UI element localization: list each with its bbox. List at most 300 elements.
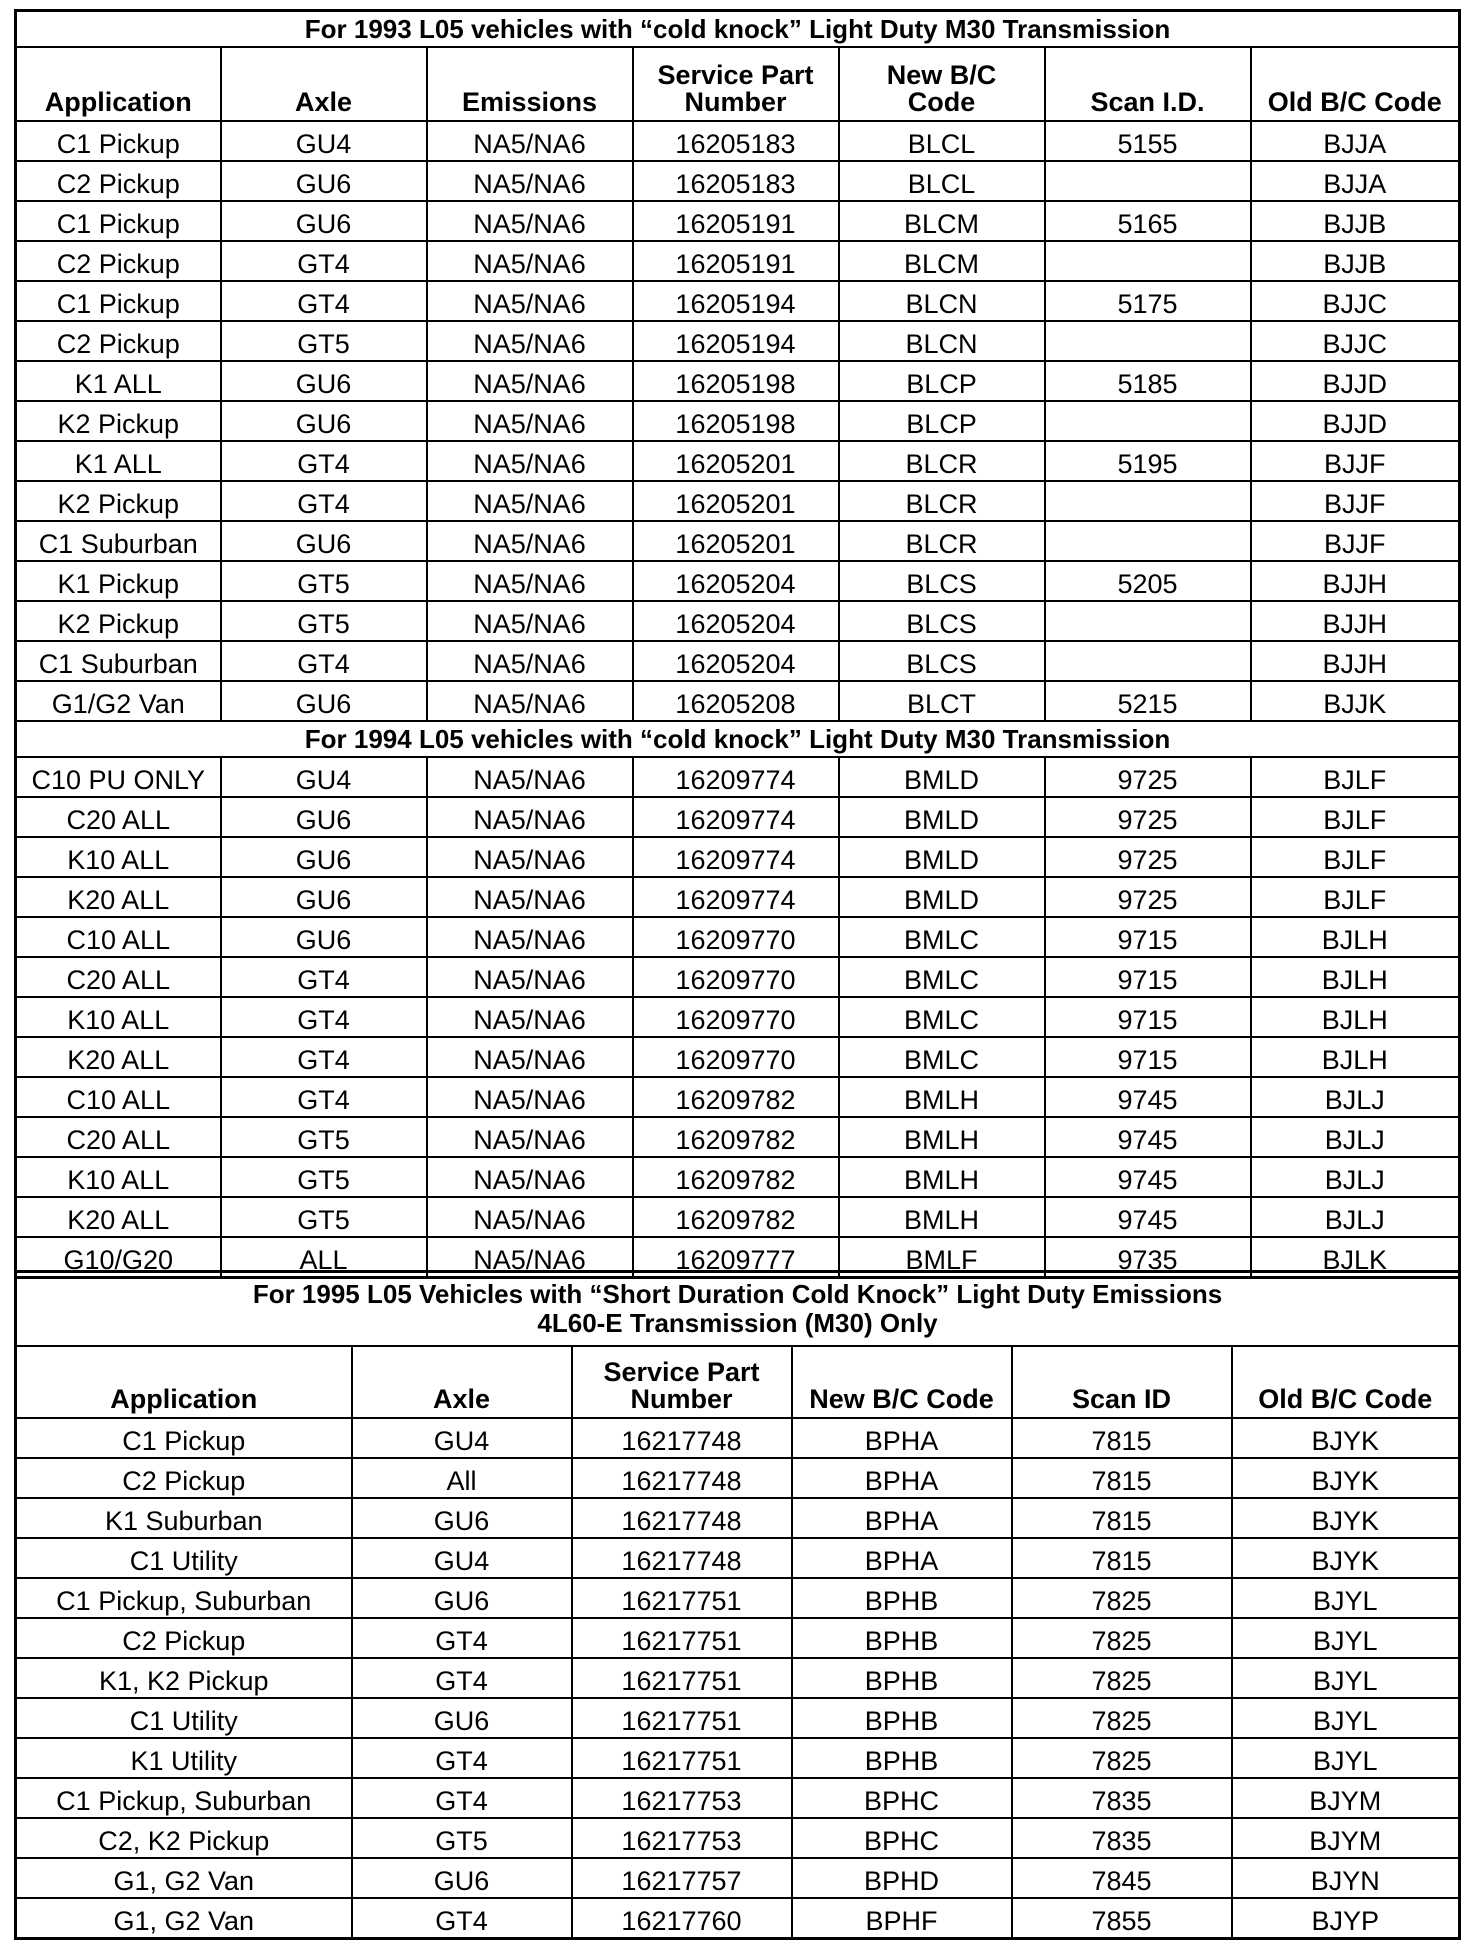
table-body-1993: [16, 121, 1460, 721]
cell-scan-id: 7815: [1012, 1458, 1232, 1498]
cell-axle: GU6: [221, 521, 427, 561]
cell-application: C2 Pickup: [16, 161, 221, 201]
cell-axle: GT5: [352, 1818, 572, 1858]
cell-application: C10 ALL: [16, 1077, 221, 1117]
cell-service-part-number: 16205183: [633, 121, 839, 161]
cell-application: K10 ALL: [16, 837, 221, 877]
cell-service-part-number: 16205201: [633, 441, 839, 481]
cell-emissions: NA5/NA6: [427, 1237, 633, 1278]
cell-emissions: NA5/NA6: [427, 797, 633, 837]
table-row: [16, 121, 1460, 161]
cell-scan-id: 7835: [1012, 1778, 1232, 1818]
cell-old-bc-code: BJJF: [1251, 441, 1460, 481]
cell-new-bc-code: BLCS: [839, 601, 1045, 641]
cell-service-part-number: 16217753: [572, 1818, 792, 1858]
cell-new-bc-code: BPHB: [792, 1658, 1012, 1698]
cell-old-bc-code: BJLF: [1251, 877, 1460, 917]
header-service-part-number: [633, 47, 839, 121]
cell-new-bc-code: BMLC: [839, 957, 1045, 997]
cell-emissions: NA5/NA6: [427, 957, 633, 997]
table-row: [16, 1458, 1460, 1498]
cell-old-bc-code: BJJH: [1251, 641, 1460, 681]
cell-application: K1 ALL: [16, 361, 221, 401]
cell-old-bc-code: BJYL: [1232, 1578, 1460, 1618]
cell-application: K1, K2 Pickup: [16, 1658, 352, 1698]
table-row: [16, 837, 1460, 877]
cell-old-bc-code: BJYP: [1232, 1898, 1460, 1939]
header-old-bc-code: Old B/C Code: [1232, 1346, 1460, 1418]
cell-application: C10 ALL: [16, 917, 221, 957]
cell-application: C2 Pickup: [16, 321, 221, 361]
cell-service-part-number: 16217748: [572, 1498, 792, 1538]
cell-scan-id: 9725: [1045, 837, 1251, 877]
cell-new-bc-code: BMLD: [839, 797, 1045, 837]
cell-application: C1 Pickup: [16, 281, 221, 321]
cell-application: K20 ALL: [16, 1037, 221, 1077]
cell-old-bc-code: BJLH: [1251, 1037, 1460, 1077]
cell-axle: GT4: [221, 441, 427, 481]
table-row: [16, 1738, 1460, 1778]
cell-scan-id: 9745: [1045, 1117, 1251, 1157]
cell-application: K1 Utility: [16, 1738, 352, 1778]
cell-axle: GT4: [352, 1658, 572, 1698]
cell-scan-id: [1045, 641, 1251, 681]
cell-service-part-number: 16209774: [633, 797, 839, 837]
cell-application: K2 Pickup: [16, 601, 221, 641]
table-row: [16, 641, 1460, 681]
cell-emissions: NA5/NA6: [427, 201, 633, 241]
cell-old-bc-code: BJJF: [1251, 521, 1460, 561]
cell-axle: GT5: [221, 1157, 427, 1197]
cell-scan-id: 7855: [1012, 1898, 1232, 1939]
cell-scan-id: 9745: [1045, 1157, 1251, 1197]
cell-service-part-number: 16205201: [633, 521, 839, 561]
cell-axle: ALL: [221, 1237, 427, 1278]
table-row: [16, 161, 1460, 201]
cell-emissions: NA5/NA6: [427, 757, 633, 797]
cell-new-bc-code: BPHB: [792, 1578, 1012, 1618]
header-emissions: Emissions: [427, 47, 633, 121]
header-new-bc-line1: New B/C: [886, 60, 997, 90]
cell-service-part-number: 16209782: [633, 1197, 839, 1237]
cell-new-bc-code: BMLH: [839, 1117, 1045, 1157]
cell-old-bc-code: BJJH: [1251, 561, 1460, 601]
cell-old-bc-code: BJJA: [1251, 161, 1460, 201]
cell-new-bc-code: BPHA: [792, 1498, 1012, 1538]
table-title-1994: For 1994 L05 vehicles with “cold knock” Light Duty M30 Transmission: [16, 721, 1460, 757]
cell-old-bc-code: BJYK: [1232, 1498, 1460, 1538]
cell-new-bc-code: BPHB: [792, 1698, 1012, 1738]
cell-service-part-number: 16209782: [633, 1157, 839, 1197]
cell-emissions: NA5/NA6: [427, 401, 633, 441]
table-row: [16, 1157, 1460, 1197]
cell-old-bc-code: BJLF: [1251, 837, 1460, 877]
cell-scan-id: 5205: [1045, 561, 1251, 601]
cell-old-bc-code: BJLJ: [1251, 1077, 1460, 1117]
cell-scan-id: [1045, 241, 1251, 281]
table-row: [16, 1618, 1460, 1658]
cell-application: C10 PU ONLY: [16, 757, 221, 797]
table-row: [16, 201, 1460, 241]
cell-application: G10/G20: [16, 1237, 221, 1278]
cell-service-part-number: 16209770: [633, 1037, 839, 1077]
cell-scan-id: 5155: [1045, 121, 1251, 161]
header-service-part-line2: Number: [630, 1384, 733, 1414]
cell-axle: GU6: [221, 201, 427, 241]
table-row: [16, 957, 1460, 997]
cell-axle: GT4: [352, 1738, 572, 1778]
cell-new-bc-code: BPHB: [792, 1738, 1012, 1778]
cell-new-bc-code: BPHC: [792, 1818, 1012, 1858]
cell-old-bc-code: BJLH: [1251, 997, 1460, 1037]
cell-service-part-number: 16217753: [572, 1778, 792, 1818]
cell-scan-id: 9715: [1045, 1037, 1251, 1077]
header-scan-id: Scan ID: [1012, 1346, 1232, 1418]
table-1995: [14, 1270, 1461, 1940]
cell-application: K1 ALL: [16, 441, 221, 481]
cell-old-bc-code: BJYM: [1232, 1778, 1460, 1818]
cell-axle: GU4: [221, 757, 427, 797]
table-row: [16, 561, 1460, 601]
cell-new-bc-code: BLCN: [839, 281, 1045, 321]
cell-application: C1 Pickup: [16, 201, 221, 241]
cell-emissions: NA5/NA6: [427, 877, 633, 917]
cell-new-bc-code: BLCT: [839, 681, 1045, 721]
cell-old-bc-code: BJLJ: [1251, 1197, 1460, 1237]
cell-axle: GT4: [221, 641, 427, 681]
cell-application: C2, K2 Pickup: [16, 1818, 352, 1858]
cell-emissions: NA5/NA6: [427, 1037, 633, 1077]
table-row: [16, 1418, 1460, 1458]
header-service-part-line1: Service Part: [657, 60, 814, 90]
cell-service-part-number: 16205183: [633, 161, 839, 201]
cell-old-bc-code: BJJC: [1251, 321, 1460, 361]
table-row: [16, 1698, 1460, 1738]
cell-scan-id: 9745: [1045, 1077, 1251, 1117]
cell-new-bc-code: BLCL: [839, 121, 1045, 161]
table-row: [16, 1498, 1460, 1538]
cell-scan-id: [1045, 521, 1251, 561]
cell-application: C2 Pickup: [16, 241, 221, 281]
header-new-bc-code: New B/C Code: [792, 1346, 1012, 1418]
cell-service-part-number: 16205191: [633, 241, 839, 281]
cell-service-part-number: 16209770: [633, 997, 839, 1037]
cell-service-part-number: 16217751: [572, 1738, 792, 1778]
cell-old-bc-code: BJJD: [1251, 361, 1460, 401]
cell-scan-id: [1045, 321, 1251, 361]
cell-emissions: NA5/NA6: [427, 997, 633, 1037]
cell-new-bc-code: BPHB: [792, 1618, 1012, 1658]
cell-old-bc-code: BJLH: [1251, 957, 1460, 997]
cell-emissions: NA5/NA6: [427, 917, 633, 957]
cell-old-bc-code: BJYK: [1232, 1458, 1460, 1498]
cell-application: K2 Pickup: [16, 401, 221, 441]
cell-emissions: NA5/NA6: [427, 601, 633, 641]
cell-scan-id: 9715: [1045, 997, 1251, 1037]
cell-axle: GU6: [352, 1858, 572, 1898]
cell-axle: GT4: [221, 281, 427, 321]
cell-service-part-number: 16205194: [633, 281, 839, 321]
table-title-1995: [16, 1272, 1460, 1347]
cell-scan-id: [1045, 601, 1251, 641]
cell-axle: GT5: [221, 1197, 427, 1237]
cell-application: G1, G2 Van: [16, 1898, 352, 1939]
cell-new-bc-code: BLCP: [839, 401, 1045, 441]
cell-axle: GU6: [221, 681, 427, 721]
cell-new-bc-code: BPHA: [792, 1538, 1012, 1578]
cell-application: C1 Pickup: [16, 121, 221, 161]
cell-old-bc-code: BJYL: [1232, 1698, 1460, 1738]
cell-new-bc-code: BLCR: [839, 521, 1045, 561]
cell-axle: GU4: [221, 121, 427, 161]
cell-scan-id: 7825: [1012, 1738, 1232, 1778]
cell-old-bc-code: BJLF: [1251, 797, 1460, 837]
cell-new-bc-code: BMLC: [839, 997, 1045, 1037]
cell-application: K2 Pickup: [16, 481, 221, 521]
header-scan-id: Scan I.D.: [1045, 47, 1251, 121]
table-row: [16, 997, 1460, 1037]
cell-old-bc-code: BJLH: [1251, 917, 1460, 957]
cell-application: C20 ALL: [16, 1117, 221, 1157]
cell-scan-id: 9735: [1045, 1237, 1251, 1278]
cell-scan-id: 7815: [1012, 1538, 1232, 1578]
table-row: [16, 521, 1460, 561]
cell-new-bc-code: BLCL: [839, 161, 1045, 201]
cell-scan-id: [1045, 481, 1251, 521]
cell-scan-id: 5195: [1045, 441, 1251, 481]
cell-scan-id: 9725: [1045, 757, 1251, 797]
cell-old-bc-code: BJLK: [1251, 1237, 1460, 1278]
cell-emissions: NA5/NA6: [427, 681, 633, 721]
cell-new-bc-code: BLCN: [839, 321, 1045, 361]
cell-scan-id: 7825: [1012, 1658, 1232, 1698]
cell-emissions: NA5/NA6: [427, 837, 633, 877]
table-row: [16, 797, 1460, 837]
cell-scan-id: 7815: [1012, 1418, 1232, 1458]
cell-service-part-number: 16205191: [633, 201, 839, 241]
cell-axle: GT5: [221, 321, 427, 361]
cell-old-bc-code: BJJD: [1251, 401, 1460, 441]
cell-service-part-number: 16217751: [572, 1698, 792, 1738]
cell-axle: GT4: [221, 481, 427, 521]
cell-service-part-number: 16209770: [633, 917, 839, 957]
cell-axle: GT4: [352, 1618, 572, 1658]
cell-application: C1 Utility: [16, 1698, 352, 1738]
table-row: [16, 281, 1460, 321]
cell-old-bc-code: BJJC: [1251, 281, 1460, 321]
table-row: [16, 1077, 1460, 1117]
cell-emissions: NA5/NA6: [427, 1077, 633, 1117]
cell-new-bc-code: BLCM: [839, 201, 1045, 241]
table-row: [16, 321, 1460, 361]
cell-axle: GT4: [352, 1898, 572, 1939]
cell-emissions: NA5/NA6: [427, 441, 633, 481]
table-row: [16, 1117, 1460, 1157]
header-new-bc-line2: Code: [907, 87, 976, 117]
cell-axle: GU6: [221, 837, 427, 877]
table-row: [16, 361, 1460, 401]
cell-scan-id: 7835: [1012, 1818, 1232, 1858]
cell-scan-id: 5215: [1045, 681, 1251, 721]
cell-service-part-number: 16209777: [633, 1237, 839, 1278]
cell-emissions: NA5/NA6: [427, 241, 633, 281]
cell-axle: GU6: [352, 1498, 572, 1538]
cell-service-part-number: 16209782: [633, 1117, 839, 1157]
cell-new-bc-code: BLCR: [839, 441, 1045, 481]
cell-service-part-number: 16217760: [572, 1898, 792, 1939]
cell-emissions: NA5/NA6: [427, 1157, 633, 1197]
table-row: [16, 1538, 1460, 1578]
cell-service-part-number: 16205198: [633, 361, 839, 401]
cell-scan-id: [1045, 401, 1251, 441]
cell-axle: GU6: [352, 1698, 572, 1738]
table-row: [16, 877, 1460, 917]
cell-service-part-number: 16205201: [633, 481, 839, 521]
header-old-bc-code: Old B/C Code: [1251, 47, 1460, 121]
cell-emissions: NA5/NA6: [427, 121, 633, 161]
cell-scan-id: 7845: [1012, 1858, 1232, 1898]
cell-service-part-number: 16217748: [572, 1458, 792, 1498]
header-new-bc-code: [839, 47, 1045, 121]
cell-scan-id: 7815: [1012, 1498, 1232, 1538]
cell-old-bc-code: BJJB: [1251, 201, 1460, 241]
cell-axle: GT4: [221, 1077, 427, 1117]
cell-scan-id: 7825: [1012, 1698, 1232, 1738]
table-body-1994: [16, 757, 1460, 1278]
cell-old-bc-code: BJYL: [1232, 1738, 1460, 1778]
table-row: [16, 481, 1460, 521]
cell-application: C1 Utility: [16, 1538, 352, 1578]
cell-service-part-number: 16209774: [633, 837, 839, 877]
cell-axle: GU6: [221, 877, 427, 917]
cell-old-bc-code: BJJA: [1251, 121, 1460, 161]
table-title-1995-line1: For 1995 L05 Vehicles with “Short Duration Cold Knock” Light Duty Emissions: [252, 1279, 1223, 1310]
cell-application: K20 ALL: [16, 877, 221, 917]
table-title-1995-line2: 4L60-E Transmission (M30) Only: [537, 1308, 938, 1338]
cell-scan-id: 9745: [1045, 1197, 1251, 1237]
header-service-part-line2: Number: [684, 87, 787, 117]
table-row: [16, 1858, 1460, 1898]
cell-new-bc-code: BPHA: [792, 1458, 1012, 1498]
cell-old-bc-code: BJYM: [1232, 1818, 1460, 1858]
table-body-1995: [16, 1418, 1460, 1939]
cell-service-part-number: 16209774: [633, 757, 839, 797]
header-service-part-number: [572, 1346, 792, 1418]
table-1993-1994: [14, 9, 1461, 1279]
table-row: [16, 241, 1460, 281]
cell-old-bc-code: BJJF: [1251, 481, 1460, 521]
cell-application: C1 Pickup: [16, 1418, 352, 1458]
cell-new-bc-code: BMLH: [839, 1157, 1045, 1197]
cell-axle: GU6: [352, 1578, 572, 1618]
cell-scan-id: 7825: [1012, 1578, 1232, 1618]
cell-service-part-number: 16217748: [572, 1538, 792, 1578]
cell-scan-id: 5185: [1045, 361, 1251, 401]
cell-axle: GT5: [221, 601, 427, 641]
cell-service-part-number: 16217748: [572, 1418, 792, 1458]
cell-old-bc-code: BJJH: [1251, 601, 1460, 641]
cell-axle: GT5: [221, 1117, 427, 1157]
table-row: [16, 1037, 1460, 1077]
cell-new-bc-code: BPHA: [792, 1418, 1012, 1458]
cell-scan-id: 9725: [1045, 797, 1251, 837]
cell-scan-id: [1045, 161, 1251, 201]
cell-service-part-number: 16217751: [572, 1618, 792, 1658]
cell-axle: GT4: [221, 957, 427, 997]
cell-new-bc-code: BLCS: [839, 641, 1045, 681]
cell-application: C1 Suburban: [16, 521, 221, 561]
cell-service-part-number: 16205204: [633, 561, 839, 601]
cell-service-part-number: 16205194: [633, 321, 839, 361]
cell-axle: All: [352, 1458, 572, 1498]
cell-new-bc-code: BLCM: [839, 241, 1045, 281]
table-title-1993: For 1993 L05 vehicles with “cold knock” Light Duty M30 Transmission: [16, 11, 1460, 48]
table-row: [16, 1778, 1460, 1818]
cell-emissions: NA5/NA6: [427, 1117, 633, 1157]
cell-new-bc-code: BLCP: [839, 361, 1045, 401]
cell-service-part-number: 16205204: [633, 641, 839, 681]
cell-application: C1 Pickup, Suburban: [16, 1778, 352, 1818]
cell-new-bc-code: BLCS: [839, 561, 1045, 601]
cell-axle: GU6: [221, 917, 427, 957]
cell-application: K10 ALL: [16, 1157, 221, 1197]
table-row: [16, 917, 1460, 957]
cell-application: K1 Pickup: [16, 561, 221, 601]
table-row: [16, 1197, 1460, 1237]
cell-scan-id: 7825: [1012, 1618, 1232, 1658]
cell-application: G1/G2 Van: [16, 681, 221, 721]
cell-axle: GU6: [221, 161, 427, 201]
cell-application: C1 Pickup, Suburban: [16, 1578, 352, 1618]
cell-scan-id: 9715: [1045, 917, 1251, 957]
cell-axle: GT4: [221, 1037, 427, 1077]
cell-service-part-number: 16205208: [633, 681, 839, 721]
cell-axle: GU6: [221, 401, 427, 441]
cell-application: C2 Pickup: [16, 1458, 352, 1498]
table-row: [16, 1898, 1460, 1939]
cell-emissions: NA5/NA6: [427, 361, 633, 401]
cell-application: C1 Suburban: [16, 641, 221, 681]
cell-axle: GU6: [221, 797, 427, 837]
cell-axle: GT4: [221, 997, 427, 1037]
cell-new-bc-code: BMLC: [839, 1037, 1045, 1077]
cell-axle: GU4: [352, 1538, 572, 1578]
cell-axle: GU4: [352, 1418, 572, 1458]
cell-service-part-number: 16205204: [633, 601, 839, 641]
cell-application: C20 ALL: [16, 797, 221, 837]
cell-emissions: NA5/NA6: [427, 281, 633, 321]
cell-old-bc-code: BJJK: [1251, 681, 1460, 721]
cell-new-bc-code: BMLD: [839, 757, 1045, 797]
cell-application: K10 ALL: [16, 997, 221, 1037]
cell-new-bc-code: BMLC: [839, 917, 1045, 957]
cell-application: C20 ALL: [16, 957, 221, 997]
cell-application: K1 Suburban: [16, 1498, 352, 1538]
table-row: [16, 441, 1460, 481]
cell-emissions: NA5/NA6: [427, 641, 633, 681]
cell-service-part-number: 16217757: [572, 1858, 792, 1898]
cell-scan-id: 5165: [1045, 201, 1251, 241]
cell-old-bc-code: BJLF: [1251, 757, 1460, 797]
cell-service-part-number: 16217751: [572, 1658, 792, 1698]
cell-new-bc-code: BPHC: [792, 1778, 1012, 1818]
cell-old-bc-code: BJYL: [1232, 1658, 1460, 1698]
cell-emissions: NA5/NA6: [427, 161, 633, 201]
table-row: [16, 1818, 1460, 1858]
cell-service-part-number: 16209770: [633, 957, 839, 997]
header-axle: Axle: [221, 47, 427, 121]
cell-service-part-number: 16209782: [633, 1077, 839, 1117]
